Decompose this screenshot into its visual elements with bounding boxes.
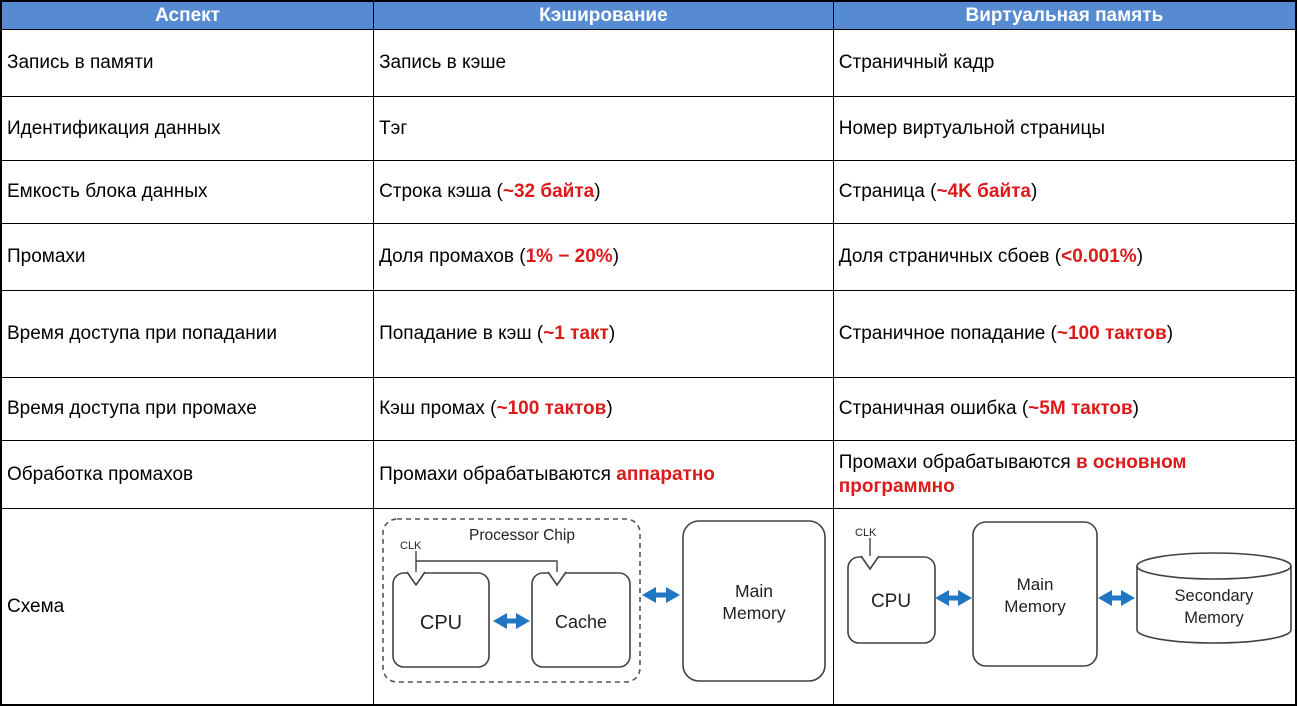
table-row bbox=[1, 224, 1296, 291]
cell-text: Тэг bbox=[379, 117, 408, 139]
cell-text: ) bbox=[608, 323, 616, 345]
cache-cell bbox=[374, 224, 834, 291]
main-memory-box bbox=[973, 522, 1097, 666]
cell-text: Кэш промах ( bbox=[379, 398, 497, 420]
cell-text: ) bbox=[1132, 398, 1139, 420]
aspect-cell: Обработка промахов bbox=[1, 441, 374, 509]
cache-diagram-cell bbox=[374, 509, 834, 705]
cpu-label: CPU bbox=[419, 612, 463, 634]
main-memory-label-line2: Memory bbox=[1004, 597, 1066, 616]
vm-cell bbox=[833, 224, 1296, 291]
cache-cell bbox=[374, 30, 834, 97]
cell-text: ) bbox=[606, 398, 613, 420]
cache-cell bbox=[374, 291, 834, 378]
cpu-mainmemory-double-arrow-icon bbox=[935, 590, 972, 606]
clk-label: CLK bbox=[400, 540, 422, 552]
cell-text: Попадание в кэш ( bbox=[379, 323, 544, 345]
cache-cell bbox=[374, 441, 834, 509]
highlighted-value: <0.001% bbox=[1061, 246, 1137, 268]
cell-text: Промахи обрабатываются bbox=[379, 463, 617, 485]
highlighted-value: в основном bbox=[1075, 451, 1187, 473]
cache-cell bbox=[374, 97, 834, 161]
table-row bbox=[1, 97, 1296, 161]
cell-text: Строка кэша ( bbox=[379, 181, 503, 203]
vm-cell bbox=[833, 378, 1296, 441]
cache-cell bbox=[374, 378, 834, 441]
cell-text: Страничное попадание ( bbox=[838, 323, 1057, 345]
aspect-cell: Емкость блока данных bbox=[1, 161, 374, 224]
highlighted-value: 1% − 20% bbox=[525, 246, 613, 268]
table-row bbox=[1, 378, 1296, 441]
cell-text: Номер виртуальной страницы bbox=[838, 117, 1106, 139]
aspect-cell: Промахи bbox=[1, 224, 374, 291]
vm-cell bbox=[833, 441, 1296, 509]
mainmemory-secondary-double-arrow-icon bbox=[1098, 590, 1135, 606]
virtual-memory-architecture-diagram bbox=[834, 509, 1296, 697]
cell-text: ) bbox=[612, 246, 620, 268]
vm-cell bbox=[833, 291, 1296, 378]
main-memory-label-line1: Main bbox=[735, 581, 774, 601]
cell-text: Страница ( bbox=[838, 181, 937, 203]
cell-text: ) bbox=[1136, 246, 1144, 268]
cell-text: Страничная ошибка ( bbox=[838, 398, 1029, 420]
cell-text: Промахи обрабатываются bbox=[838, 451, 1076, 473]
aspect-cell: Запись в памяти bbox=[1, 30, 374, 97]
table-row bbox=[1, 291, 1296, 378]
table-row bbox=[1, 161, 1296, 224]
aspect-cell: Идентификация данных bbox=[1, 97, 374, 161]
highlighted-value: ~100 тактов bbox=[496, 398, 607, 420]
cell-text: ) bbox=[1166, 323, 1174, 345]
main-memory-label-line2: Memory bbox=[722, 603, 786, 623]
vm-diagram-cell bbox=[833, 509, 1296, 705]
vm-cell bbox=[833, 30, 1296, 97]
processor-chip-label: Processor Chip bbox=[469, 527, 576, 544]
highlighted-value: ~4K байта bbox=[936, 181, 1032, 203]
cell-text: ) bbox=[594, 181, 601, 203]
cache-clk-notch bbox=[548, 572, 566, 585]
cell-text: Доля страничных сбоев ( bbox=[838, 246, 1062, 268]
aspect-cell: Время доступа при попадании bbox=[1, 291, 374, 378]
cpu-label: CPU bbox=[870, 591, 911, 612]
header-cell-caching: Кэширование bbox=[374, 1, 834, 30]
secondary-memory-label-line1: Secondary bbox=[1174, 587, 1254, 605]
highlighted-value: аппаратно bbox=[616, 463, 715, 485]
cell-text: Страничный кадр bbox=[838, 52, 995, 74]
diagram-row bbox=[1, 509, 1296, 705]
highlighted-value: программно bbox=[838, 475, 955, 497]
table-row bbox=[1, 441, 1296, 509]
vm-cell bbox=[833, 97, 1296, 161]
aspect-cell: Схема bbox=[1, 509, 374, 705]
header-row bbox=[1, 1, 1296, 30]
header-cell-aspect: Аспект bbox=[1, 1, 374, 30]
cache-architecture-diagram bbox=[374, 509, 833, 697]
clk-label: CLK bbox=[854, 527, 877, 539]
cache-label: Cache bbox=[555, 612, 608, 632]
aspect-cell: Время доступа при промахе bbox=[1, 378, 374, 441]
main-memory-label-line1: Main bbox=[1016, 575, 1054, 594]
cell-text: Запись в кэше bbox=[379, 52, 507, 74]
cache-cell bbox=[374, 161, 834, 224]
cpu-clk-notch bbox=[407, 572, 425, 585]
cpu-clk-notch bbox=[861, 556, 879, 569]
cell-text: Доля промахов ( bbox=[379, 246, 526, 268]
clk-wire bbox=[416, 551, 557, 572]
header-cell-virtual-memory: Виртуальная память bbox=[833, 1, 1296, 30]
cell-text: ) bbox=[1031, 181, 1038, 203]
highlighted-value: ~100 тактов bbox=[1056, 323, 1167, 345]
secondary-memory-label-line2: Memory bbox=[1183, 609, 1244, 627]
table-row bbox=[1, 30, 1296, 97]
main-memory-box bbox=[683, 521, 825, 681]
highlighted-value: ~32 байта bbox=[502, 181, 595, 203]
vm-cell bbox=[833, 161, 1296, 224]
highlighted-value: ~5M тактов bbox=[1028, 398, 1133, 420]
chip-mainmemory-double-arrow-icon bbox=[642, 587, 680, 603]
highlighted-value: ~1 такт bbox=[543, 323, 609, 345]
cpu-cache-double-arrow-icon bbox=[493, 613, 530, 629]
